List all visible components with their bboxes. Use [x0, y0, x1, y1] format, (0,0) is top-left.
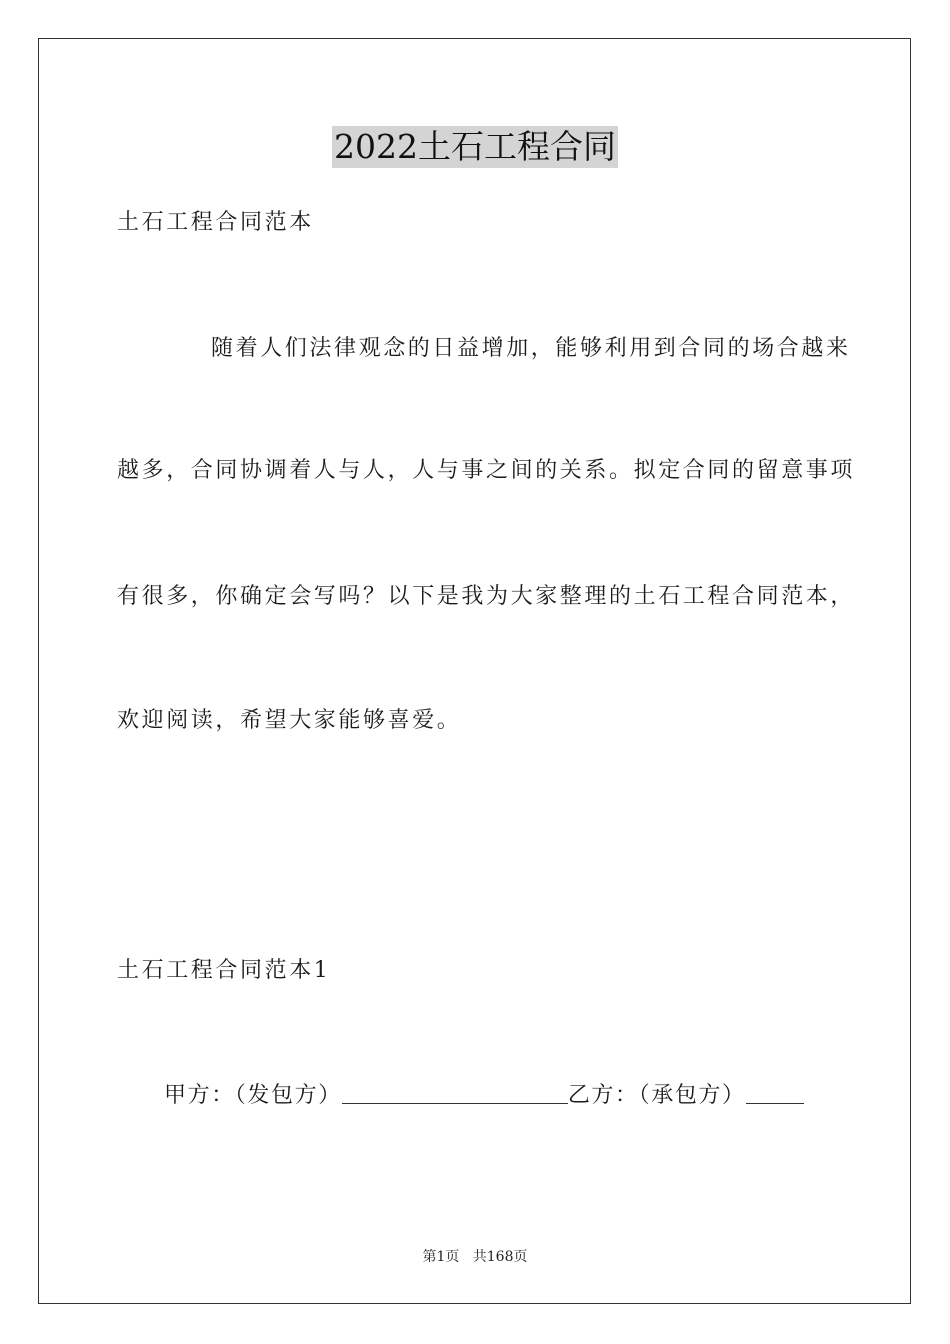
party-b-blank — [746, 1083, 804, 1104]
footer-total-suffix: 页 — [513, 1249, 528, 1265]
party-b-label: 乙方：（承包方） — [567, 1083, 746, 1108]
footer-total-prefix: 共 — [472, 1249, 487, 1265]
party-a-blank — [342, 1083, 568, 1104]
intro-line-2: 越多，合同协调着人与人，人与事之间的关系。拟定合同的留意事项 — [117, 458, 856, 483]
document-title: 2022土石工程合同 — [334, 127, 616, 166]
party-a-label: 甲方：（发包方） — [164, 1083, 342, 1108]
footer-page-prefix: 第 — [422, 1249, 437, 1265]
party-line — [164, 1081, 804, 1111]
footer-page-number: 1 — [436, 1249, 446, 1265]
section-heading: 土石工程合同范本1 — [117, 958, 331, 983]
intro-line-4: 欢迎阅读，希望大家能够喜爱。 — [117, 708, 462, 733]
footer-page-suffix: 页 — [445, 1249, 460, 1265]
footer-total-pages: 168 — [486, 1249, 514, 1265]
title-container — [0, 126, 950, 168]
document-subtitle: 土石工程合同范本 — [117, 210, 314, 235]
intro-line-1: 随着人们法律观念的日益增加，能够利用到合同的场合越来 — [211, 336, 851, 361]
page-footer — [0, 1247, 950, 1267]
intro-line-3: 有很多，你确定会写吗？以下是我为大家整理的土石工程合同范本， — [117, 584, 856, 609]
